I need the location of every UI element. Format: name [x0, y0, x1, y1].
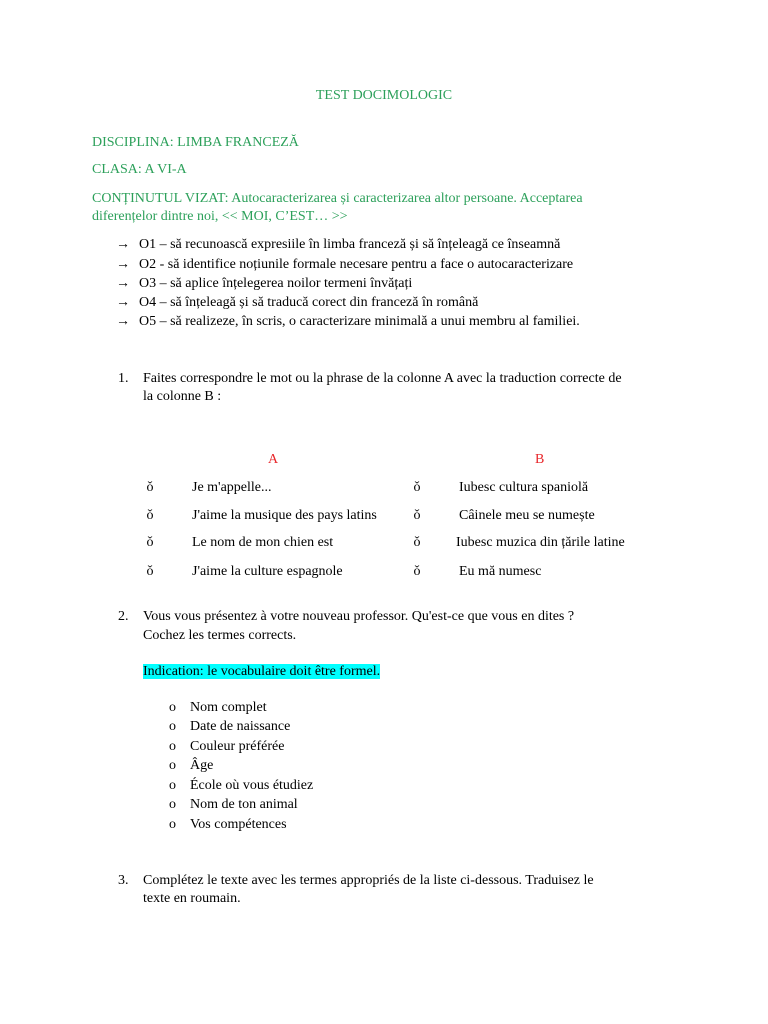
question-3-number: 3. — [118, 873, 129, 888]
objective-item — [116, 236, 560, 254]
option-item: Vos compétences — [190, 817, 287, 832]
column-a-header: A — [268, 452, 279, 467]
arrow-icon: → — [116, 295, 130, 310]
question-1-line-2: la colonne B : — [143, 389, 222, 404]
class-line: CLASA: A VI-A — [92, 162, 187, 177]
matching-bullet-icon: ǒ — [413, 480, 421, 495]
objective-item — [116, 313, 580, 331]
matching-bullet-icon: ǒ — [413, 535, 421, 550]
option-item: Nom complet — [190, 700, 267, 715]
discipline-line: DISCIPLINA: LIMBA FRANCEZĂ — [92, 135, 299, 150]
matching-bullet-icon: ǒ — [146, 508, 154, 523]
objective-item — [116, 256, 573, 274]
arrow-icon: → — [116, 276, 130, 291]
column-b-item: Iubesc cultura spaniolă — [459, 480, 589, 495]
question-3-line-1: Complétez le texte avec les termes appropriés de la liste ci-dessous. Traduisez le — [143, 873, 594, 888]
question-2-line-2: Cochez les termes corrects. — [143, 628, 297, 643]
option-item: Nom de ton animal — [190, 797, 298, 812]
column-b-item: Eu mă numesc — [459, 564, 542, 579]
question-3-line-2: texte en roumain. — [143, 891, 241, 906]
page-title: TEST DOCIMOLOGIC — [315, 88, 453, 103]
objective-item — [116, 275, 412, 293]
column-a-item: J'aime la musique des pays latins — [192, 508, 377, 523]
arrow-icon: → — [116, 237, 130, 252]
question-2-number: 2. — [118, 609, 129, 624]
question-1-line-1: Faites correspondre le mot ou la phrase de la colonne A avec la traduction correcte de — [143, 371, 622, 386]
objective-text: O2 - să identifice noțiunile formale necesare pentru a face o autocaracterizare — [139, 257, 574, 272]
question-2-line-1: Vous vous présentez à votre nouveau professor. Qu'est-ce que vous en dites ? — [143, 609, 575, 624]
column-b-item: Iubesc muzica din țările latine — [456, 535, 625, 550]
objective-text: O5 – să realizeze, în scris, o caracterizare minimală a unui membru al familiei. — [139, 314, 580, 329]
content-line-1 — [92, 190, 583, 208]
content-label: CONȚINUTUL VIZAT: — [92, 191, 229, 206]
indication-highlight: Indication: le vocabulaire doit être formel. — [143, 664, 381, 679]
column-b-header: B — [535, 452, 545, 467]
content-text-1: Autocaracterizarea și caracterizarea altor persoane. Acceptarea — [228, 191, 583, 206]
column-a-item: Je m'appelle... — [192, 480, 272, 495]
matching-bullet-icon: ǒ — [146, 564, 154, 579]
option-bullet-icon: o — [169, 719, 176, 734]
matching-bullet-icon: ǒ — [146, 535, 154, 550]
arrow-icon: → — [116, 314, 130, 329]
objective-text: O4 – să înțeleagă și să traducă corect din franceză în română — [139, 295, 479, 310]
matching-bullet-icon: ǒ — [413, 508, 421, 523]
column-a-item: J'aime la culture espagnole — [192, 564, 343, 579]
option-bullet-icon: o — [169, 758, 176, 773]
option-bullet-icon: o — [169, 739, 176, 754]
objective-text: O3 – să aplice înțelegerea noilor termeni învățați — [139, 276, 413, 291]
arrow-icon: → — [116, 257, 130, 272]
content-line-2: diferențelor dintre noi, << MOI, C’EST… >> — [92, 209, 348, 224]
column-a-item: Le nom de mon chien est — [192, 535, 334, 550]
option-item: Couleur préférée — [190, 739, 285, 754]
indication-line — [143, 663, 380, 681]
option-item: Âge — [190, 758, 214, 773]
objective-item — [116, 294, 478, 312]
matching-bullet-icon: ǒ — [413, 564, 421, 579]
matching-bullet-icon: ǒ — [146, 480, 154, 495]
option-bullet-icon: o — [169, 700, 176, 715]
option-item: École où vous étudiez — [190, 778, 314, 793]
column-b-item: Câinele meu se numește — [459, 508, 595, 523]
option-bullet-icon: o — [169, 778, 176, 793]
question-1-number: 1. — [118, 371, 129, 386]
option-item: Date de naissance — [190, 719, 291, 734]
option-bullet-icon: o — [169, 797, 176, 812]
option-bullet-icon: o — [169, 817, 176, 832]
objective-text: O1 – să recunoască expresiile în limba franceză și să înțeleagă ce înseamnă — [139, 237, 561, 252]
